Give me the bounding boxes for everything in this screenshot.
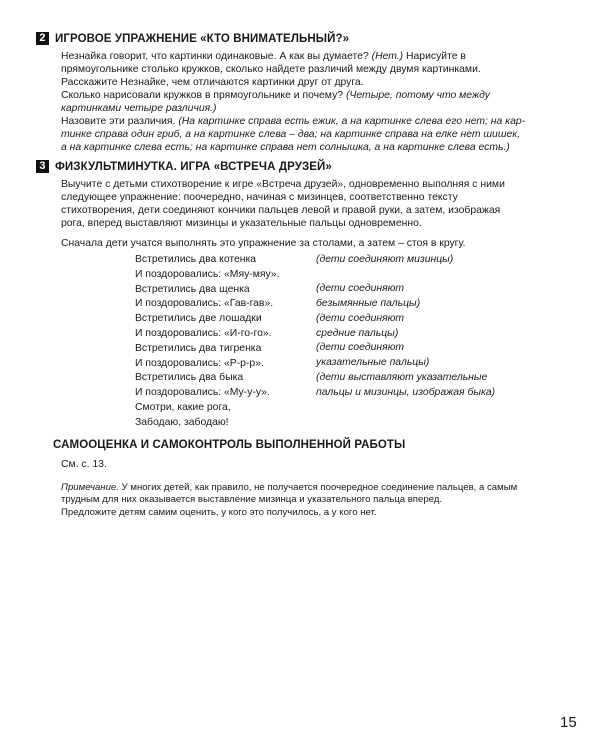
note-line: трудным для них оказывается выставление мизинца и указательного пальца вперед. [61,494,443,506]
poem-note-2b: безымянные пальцы) [316,298,421,309]
s3-intro-line: следующее упражнение: поочередно, начиная с мизинцев, соответственно тексту [61,192,458,203]
s2-line-6: Назовите эти различия. (На картинке справа есть ежик, а на картинке слева его нет; на кар- [61,116,526,127]
poem-note-3a: (дети соединяют [316,313,405,324]
poem-line: Смотри, какие рога, [135,401,231,413]
s2-line-3: Расскажите Незнайке, чем отличаются картинки друг от друга. [61,77,364,88]
poem-line: И поздоровались: «И-го-го». [135,327,272,339]
section-3-intro [61,178,591,230]
poem-note-4b: указательные пальцы) [316,357,430,368]
s2-line-1: Незнайка говорит, что картинки одинаковые. А как вы думаете? (Нет.) Нарисуйте в [61,51,466,62]
assessment-reference: См. с. 13. [61,459,107,470]
poem-line: Встретились два котенка [135,254,257,265]
s3-intro-line: стихотворения, дети соединяют кончики пальцев левой и правой руки, а затем, изображая [61,205,501,216]
s2-line-7: тинке справа один гриб, а на картинке слева – два; на картинке справа на елке нет шишек, [61,129,521,140]
poem-note-2a: (дети соединяют [316,283,405,294]
s3-second-paragraph: Сначала дети учатся выполнять это упражнение за столами, а затем – стоя в кругу. [61,238,466,249]
s2-line-2: прямоугольнике столько кружков, сколько найдете различий между двумя картинками. [61,64,481,75]
section-2-body [61,50,591,154]
poem-note-5a: (дети выставляют указательные [316,372,488,383]
assessment-note [61,482,581,519]
s2-line-8: а на картинке слева есть; на картинке справа нет солнышка, а на картинке слева есть.) [61,142,510,153]
poem-note-1: (дети соединяют мизинцы) [316,254,454,265]
poem-note-4a: (дети соединяют [316,342,405,353]
poem-line: Забодаю, забодаю! [135,416,229,428]
note-label: Примечание. [61,482,119,493]
section-2-heading [36,32,349,45]
poem-note-5b: пальцы и мизинцы, изображая быка) [316,387,496,398]
section-3-title: ФИЗКУЛЬТМИНУТКА. ИГРА «ВСТРЕЧА ДРУЗЕЙ» [55,161,332,173]
section-3-number: 3 [36,160,49,173]
section-2-number: 2 [36,32,49,45]
section-2-title: ИГРОВОЕ УПРАЖНЕНИЕ «КТО ВНИМАТЕЛЬНЫЙ?» [55,33,350,45]
page-number: 15 [560,714,577,731]
note-line: Примечание. У многих детей, как правило, не получается поочередное соединение пальцев, а самым [61,482,518,493]
poem-line: И поздоровались: «Гав-гав». [135,298,274,310]
poem-note-3b: средние пальцы) [316,328,399,339]
section-3-heading [36,160,332,173]
poem-line: И поздоровались: «Р-р-р». [135,357,264,369]
assessment-heading: САМООЦЕНКА И САМОКОНТРОЛЬ ВЫПОЛНЕННОЙ РАБОТЫ [53,439,406,451]
note-line: Предложите детям самим оценить, у кого это получилось, а у кого нет. [61,506,377,518]
poem-line: Встретились два быка [135,372,244,384]
poem-line: Встретились два щенка [135,283,250,295]
poem-line: Встретились две лошадки [135,313,262,325]
s3-intro-line: рога, вперед выставляют мизинцы и указательные пальцы одновременно. [61,218,422,229]
poem-text [135,253,279,431]
poem-line: И поздоровались: «Мяу-мяу». [135,268,280,280]
poem-line: Встретились два тигренка [135,342,262,354]
s2-line-4: Сколько нарисовали кружков в прямоугольнике и почему? (Четыре, потому что между [61,90,490,101]
s3-intro-line: Выучите с детьми стихотворение к игре «Встреча друзей», одновременно выполняя с ними [61,179,505,190]
s2-line-5: картинками четыре различия.) [61,103,217,114]
poem-line: И поздоровались: «Му-у-у». [135,387,270,399]
